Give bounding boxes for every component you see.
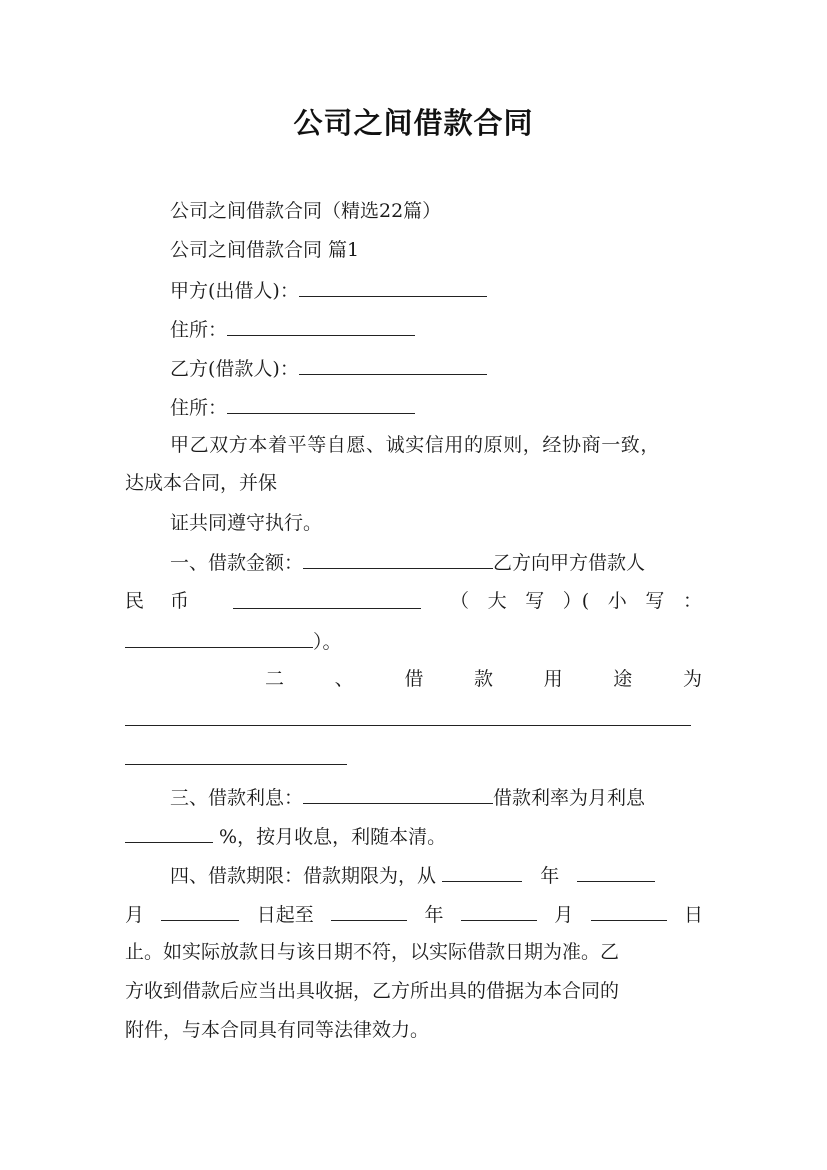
party-b-label: 乙方(借款人)：: [170, 358, 299, 380]
char-kuan: 款: [473, 668, 493, 690]
document-subtitle: 公司之间借款合同（精选22篇）: [170, 200, 442, 222]
address-a-line: [170, 315, 415, 343]
clause2-purpose-blank-2: [125, 764, 347, 765]
clause4-line1: [170, 861, 655, 889]
clause4-to-month-blank: [461, 900, 537, 921]
char-jie: 借: [404, 668, 424, 690]
char-yong: 用: [543, 668, 563, 690]
clause1-char-min: 民: [125, 590, 145, 612]
clause1-char-bi: 币: [170, 590, 190, 612]
clause1-line3-end: ）。: [313, 631, 342, 653]
address-a-blank: [227, 315, 415, 336]
clause1-line1: [170, 548, 645, 576]
char-xie-2: 写: [645, 590, 665, 612]
clause1-line2-tail: [450, 588, 702, 614]
intro-line-1: 甲乙双方本着平等自愿、诚实信用的原则，经协商一致，: [170, 434, 661, 456]
clause2-line1: [265, 666, 702, 692]
clause3-line1: [170, 783, 645, 811]
clause4-line5: 附件，与本合同具有同等法律效力。: [125, 1019, 430, 1041]
clause4-from-month-blank: [577, 861, 655, 882]
clause4-line2: [125, 900, 703, 928]
clause4-line4: 方收到借款后应当出具收据，乙方所出具的借据为本合同的: [125, 980, 620, 1002]
party-b-blank: [299, 354, 487, 375]
char-paren-open: （: [450, 590, 470, 612]
clause2-purpose-blank-1: [125, 725, 691, 726]
clause1-daxie-blank: [233, 608, 421, 609]
clause4-from-year-blank: [442, 861, 522, 882]
clause4-month-2: 月: [554, 904, 574, 926]
clause3-rate-blank: [125, 822, 213, 843]
char-er: 二: [265, 668, 285, 690]
char-xiao: 小: [607, 590, 627, 612]
party-a-line: [170, 276, 487, 304]
clause1-amount-blank: [303, 548, 493, 569]
clause1-prefix: 一、借款金额：: [170, 552, 304, 574]
char-dun: 、: [334, 668, 354, 690]
clause4-line3: 止。如实际放款日与该日期不符，以实际借款日期为准。乙: [125, 941, 620, 963]
address-b-line: [170, 393, 415, 421]
clause3-line2-text: %，按月收息，利随本清。: [219, 826, 447, 848]
clause4-from-day-blank: [161, 900, 239, 921]
char-colon: ：: [682, 590, 702, 612]
clause4-year-1: 年: [540, 865, 560, 887]
clause3-interest-blank: [303, 783, 493, 804]
clause4-to-day-blank: [591, 900, 667, 921]
intro-line-3: 证共同遵守执行。: [170, 512, 323, 534]
address-a-label: 住所：: [170, 319, 228, 341]
clause4-year-2: 年: [424, 904, 444, 926]
party-b-line: [170, 354, 487, 382]
document-title: 公司之间借款合同: [293, 106, 534, 140]
party-a-blank: [299, 276, 487, 297]
address-b-label: 住所：: [170, 397, 228, 419]
address-b-blank: [227, 393, 415, 414]
clause4-day-from: 日起至: [256, 904, 314, 926]
clause4-to-year-blank: [331, 900, 407, 921]
char-xie: 写: [525, 590, 545, 612]
clause1-line3: [125, 627, 342, 655]
char-tu: 途: [613, 668, 633, 690]
clause4-prefix: 四、借款期限：借款期限为，从: [170, 865, 437, 887]
char-wei: 为: [682, 668, 702, 690]
clause4-day-2: 日: [683, 904, 703, 926]
intro-line-2: 达成本合同，并保: [125, 472, 278, 494]
clause3-line2: [125, 822, 446, 850]
party-a-label: 甲方(出借人)：: [170, 280, 299, 302]
clause1-suffix: 乙方向甲方借款人: [493, 552, 646, 574]
section-heading: 公司之间借款合同 篇1: [170, 239, 360, 261]
clause3-prefix: 三、借款利息：: [170, 787, 304, 809]
clause3-suffix: 借款利率为月利息: [493, 787, 646, 809]
char-da: 大: [487, 590, 507, 612]
clause1-xiaoxie-blank: [125, 627, 313, 648]
clause4-month-1: 月: [125, 904, 145, 926]
char-paren-mid: ）(: [562, 590, 590, 612]
